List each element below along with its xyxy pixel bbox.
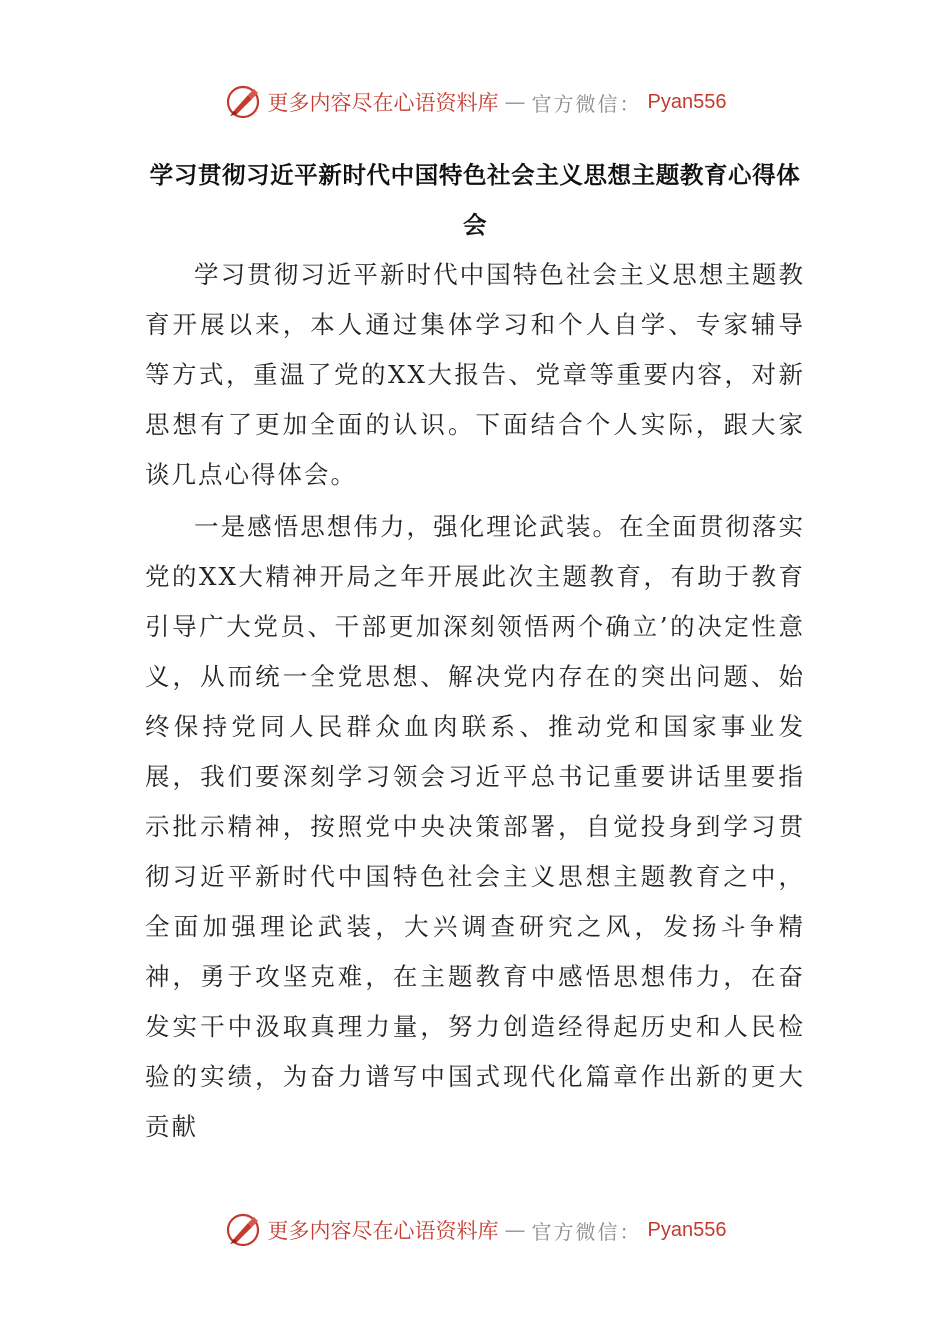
wechat-id: Pyan556: [647, 1218, 727, 1241]
brand-text: 更多内容尽在心语资料库: [267, 1219, 499, 1243]
banner-separator: —: [504, 1218, 526, 1242]
pen-nib-logo-icon: [224, 83, 262, 121]
document-body: [145, 250, 805, 1152]
paragraph-intro: 学习贯彻习近平新时代中国特色社会主义思想主题教育开展以来，本人通过集体学习和个人自学、专家辅导等方式，重温了党的XX大报告、党章等重要内容，对新思想有了更加全面的认识。下面结合个人实际，跟大家谈几点心得体会。: [145, 260, 805, 489]
brand-text: 更多内容尽在心语资料库: [267, 91, 499, 115]
paragraph-point-one: 一是感悟思想伟力，强化理论武装。在全面贯彻落实党的XX大精神开局之年开展此次主题教育，有助于教育引导广大党员、干部更加深刻领悟两个确立’的决定性意义，从而统一全党思想、解决党内存在的突出问题、始终保持党同人民群众血肉联系、推动党和国家事业发展，我们要深刻学习领会习近平总书记重要讲话里要指示批示精神，按照党中央决策部署，自觉投身到学习贯彻习近平新时代中国特色社会主义思想主题教育之中，全面加强理论武装，大兴调查研究之风，发扬斗争精神，勇于攻坚克难，在主题教育中感悟思想伟力，在奋发实干中汲取真理力量，努力创造经得起历史和人民检验的实绩，为奋力谱写中国式现代化篇章作出新的更大贡献: [145, 512, 805, 1141]
banner-separator: —: [504, 90, 526, 114]
footer-banner: [0, 1208, 950, 1252]
document-title: 学习贯彻习近平新时代中国特色社会主义思想主题教育心得体会: [149, 161, 801, 239]
wechat-id: Pyan556: [647, 90, 727, 113]
contact-label: 官方微信：: [531, 91, 642, 116]
contact-label: 官方微信：: [531, 1219, 642, 1244]
pen-nib-logo-icon: [224, 1211, 262, 1249]
header-banner: [0, 80, 950, 124]
